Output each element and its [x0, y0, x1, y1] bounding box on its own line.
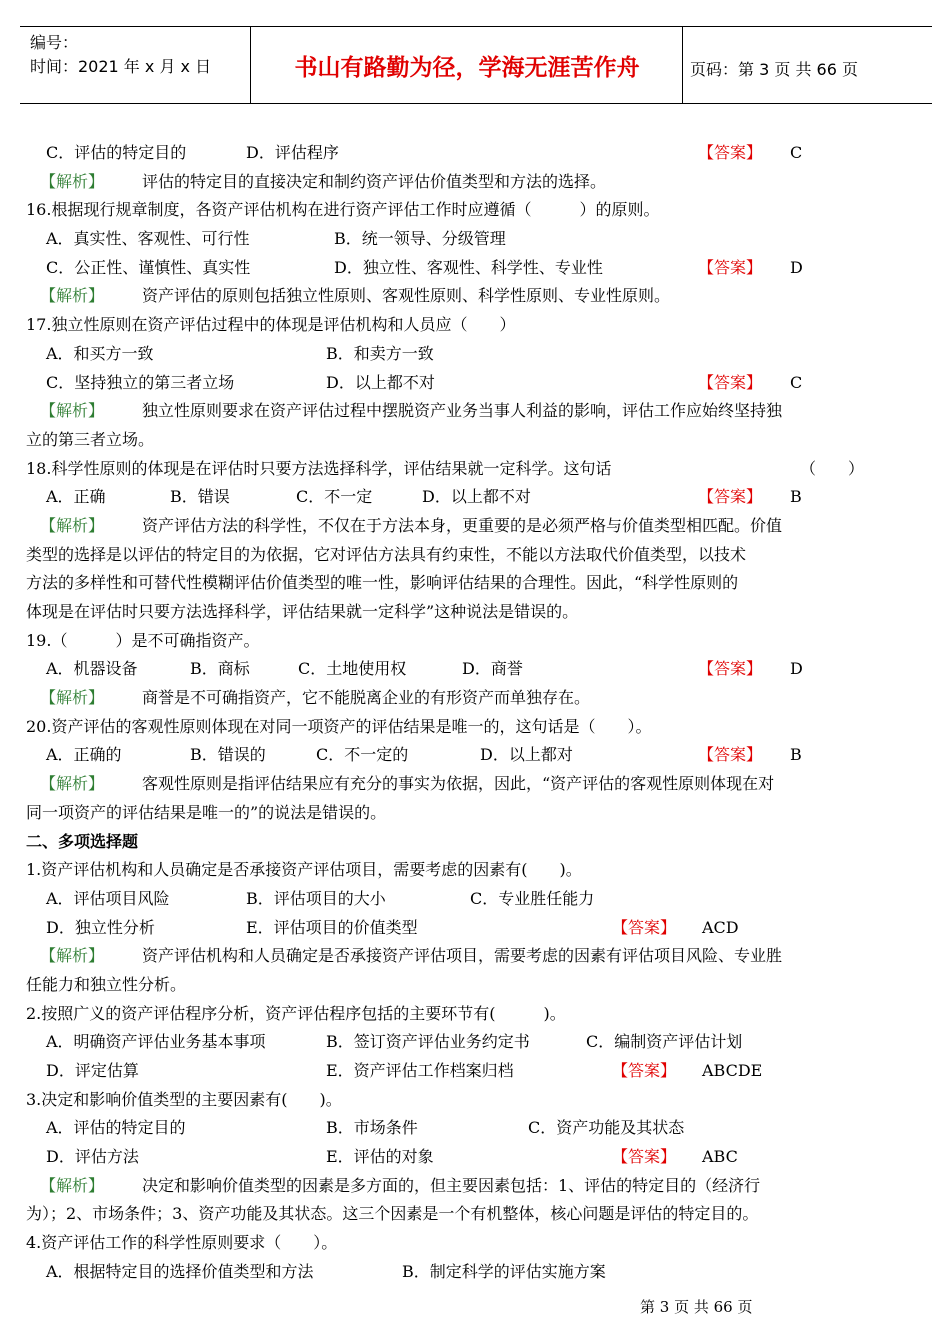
section-heading: 二、多项选择题: [26, 831, 139, 851]
option: C．不一定的: [316, 745, 409, 765]
option: B．错误的: [190, 745, 266, 765]
answer-value: C: [790, 143, 803, 162]
option: D．以上都不对: [422, 487, 531, 507]
analysis-line: [26, 799, 926, 828]
option: A．评估的特定目的: [46, 1118, 186, 1138]
analysis-text: 资产评估的原则包括独立性原则、客观性原则、科学性原则、专业性原则。: [142, 286, 671, 306]
header-divider: [682, 27, 683, 103]
question-line: [26, 1229, 926, 1258]
header-divider: [250, 27, 251, 103]
option: B．市场条件: [326, 1118, 418, 1138]
option: A．评估项目风险: [46, 888, 170, 908]
answer-label: 【答案】: [612, 1147, 677, 1167]
option: E．评估的对象: [326, 1147, 434, 1167]
option-line: [26, 885, 926, 914]
option: D．评估程序: [246, 143, 339, 162]
option: D．商誉: [462, 659, 523, 679]
analysis-text: 资产评估方法的科学性，不仅在于方法本身，更重要的是必须严格与价值类型相匹配。价值: [142, 515, 783, 535]
option: C．资产功能及其状态: [528, 1118, 685, 1138]
analysis-label: 【解析】: [40, 401, 105, 421]
option: B．商标: [190, 659, 250, 679]
answer-value: ABCDE: [702, 1061, 763, 1080]
answer-value: D: [790, 659, 803, 679]
option: D．独立性、客观性、科学性、专业性: [334, 257, 603, 277]
question-text: 18.科学性原则的体现是在评估时只要方法选择科学，评估结果就一定科学。这句话: [26, 458, 612, 478]
header-time: 时间：2021 年 x 月 x 日: [30, 57, 212, 76]
option: A．正确的: [46, 745, 122, 765]
question-text: 20.资产评估的客观性原则体现在对同一项资产的评估结果是唯一的，这句话是（ ）。: [26, 716, 652, 736]
header-meta: [30, 31, 211, 79]
answer-label: 【答案】: [698, 143, 763, 162]
option: B．评估项目的大小: [246, 888, 386, 908]
analysis-text: 评估的特定目的直接决定和制约资产评估价值类型和方法的选择。: [142, 171, 607, 191]
answer-blank: （ ）: [800, 458, 865, 478]
option: D．以上都对: [480, 745, 573, 765]
analysis-line: [26, 598, 926, 627]
header-number: 编号：: [30, 33, 79, 52]
analysis-text: 类型的选择是以评估的特定目的为依据，它对评估方法具有约束性，不能以方法取代价值类型，以技术: [26, 544, 747, 564]
analysis-line: [26, 282, 926, 311]
option-line: [26, 914, 926, 943]
option-line: [26, 741, 926, 770]
option-line: [26, 1143, 926, 1172]
analysis-line: [26, 770, 926, 799]
analysis-line: [26, 569, 926, 598]
option-line: [26, 655, 926, 684]
option: E．资产评估工作档案归档: [326, 1061, 514, 1080]
answer-label: 【答案】: [698, 659, 763, 679]
option-line: [26, 1258, 926, 1287]
question-line: [26, 856, 926, 885]
analysis-text: 独立性原则要求在资产评估过程中摆脱资产业务当事人利益的影响，评估工作应始终坚持独: [142, 401, 783, 421]
analysis-line: [26, 971, 926, 1000]
analysis-text: 资产评估机构和人员确定是否承接资产评估项目，需要考虑的因素有评估项目风险、专业胜: [142, 946, 783, 966]
option: C．编制资产评估计划: [586, 1032, 743, 1052]
option: C．评估的特定目的: [46, 143, 187, 162]
option: A．真实性、客观性、可行性: [46, 229, 250, 249]
question-text: 16.根据现行规章制度，各资产评估机构在进行资产评估工作时应遵循（ ）的原则。: [26, 200, 660, 220]
answer-label: 【答案】: [612, 917, 677, 937]
option: B．和卖方一致: [326, 343, 434, 363]
option: C．公正性、谨慎性、真实性: [46, 257, 251, 277]
option: B．统一领导、分级管理: [334, 229, 506, 249]
analysis-text: 客观性原则是指评估结果应有充分的事实为依据，因此，“资产评估的客观性原则体现在对: [142, 774, 775, 794]
option: C．专业胜任能力: [470, 888, 595, 908]
question-text: 1.资产评估机构和人员确定是否承接资产评估项目，需要考虑的因素有( )。: [26, 860, 582, 880]
option: D．以上都不对: [326, 372, 435, 392]
analysis-line: [26, 942, 926, 971]
answer-label: 【答案】: [612, 1061, 677, 1080]
answer-label: 【答案】: [698, 745, 763, 765]
option: D．评定估算: [46, 1061, 139, 1080]
option: B．错误: [170, 487, 230, 507]
analysis-label: 【解析】: [40, 1175, 105, 1195]
answer-label: 【答案】: [698, 257, 763, 277]
analysis-text: 为）；2、市场条件；3、资产功能及其状态。这三个因素是一个有机整体，核心问题是评估的特定目的。: [26, 1204, 759, 1224]
analysis-text: 商誉是不可确指资产，它不能脱离企业的有形资产而单独存在。: [142, 688, 591, 708]
option-line: [26, 483, 926, 512]
page-header: [20, 26, 932, 104]
analysis-line: [26, 684, 926, 713]
option: C．坚持独立的第三者立场: [46, 372, 235, 392]
question-line: [26, 713, 926, 742]
analysis-label: 【解析】: [40, 286, 105, 306]
option-line: [26, 340, 926, 369]
answer-value: D: [790, 257, 803, 277]
option: A．正确: [46, 487, 106, 507]
question-line: [26, 455, 926, 484]
question-text: 3.决定和影响价值类型的主要因素有( )。: [26, 1089, 342, 1109]
option: E．评估项目的价值类型: [246, 917, 418, 937]
question-text: 19.（ ）是不可确指资产。: [26, 630, 260, 650]
option-line: [26, 1114, 926, 1143]
analysis-text: 同一项资产的评估结果是唯一的”的说法是错误的。: [26, 802, 387, 822]
analysis-line: [26, 397, 926, 426]
question-text: 4.资产评估工作的科学性原则要求（ ）。: [26, 1233, 338, 1253]
option-line: [26, 369, 926, 398]
option-line: [26, 139, 926, 168]
option: C．不一定: [296, 487, 373, 507]
analysis-label: 【解析】: [40, 774, 105, 794]
section-heading-line: [26, 828, 926, 857]
analysis-text: 体现是在评估时只要方法选择科学，评估结果就一定科学”这种说法是错误的。: [26, 602, 579, 621]
option-line: [26, 254, 926, 283]
option: A．明确资产评估业务基本事项: [46, 1032, 266, 1052]
option: A．根据特定目的选择价值类型和方法: [46, 1261, 314, 1281]
question-text: 2.按照广义的资产评估程序分析，资产评估程序包括的主要环节有( )。: [26, 1003, 566, 1023]
question-line: [26, 196, 926, 225]
analysis-text: 任能力和独立性分析。: [26, 974, 187, 994]
answer-value: B: [790, 745, 802, 765]
analysis-text: 方法的多样性和可替代性模糊评估价值类型的唯一性，影响评估结果的合理性。因此，“科学性原则的: [26, 573, 739, 593]
option: D．独立性分析: [46, 917, 155, 937]
answer-label: 【答案】: [698, 487, 763, 507]
question-line: [26, 311, 926, 340]
option-line: [26, 225, 926, 254]
header-page-info: 页码：第 3 页 共 66 页: [690, 60, 858, 79]
option: A．和买方一致: [46, 343, 154, 363]
answer-value: ACD: [702, 917, 739, 937]
answer-value: C: [790, 372, 803, 392]
analysis-label: 【解析】: [40, 946, 105, 966]
answer-value: ABC: [702, 1147, 738, 1167]
answer-value: B: [790, 487, 802, 507]
option: B．制定科学的评估实施方案: [402, 1261, 606, 1281]
analysis-line: [26, 1172, 926, 1201]
header-motto: 书山有路勤为径，学海无涯苦作舟: [294, 55, 640, 81]
option: B．签订资产评估业务约定书: [326, 1032, 530, 1052]
analysis-label: 【解析】: [40, 688, 105, 708]
analysis-line: [26, 512, 926, 541]
option: D．评估方法: [46, 1147, 139, 1167]
analysis-line: [26, 426, 926, 455]
analysis-text: 立的第三者立场。: [26, 429, 155, 449]
question-line: [26, 1000, 926, 1029]
document-body: [26, 139, 926, 1287]
question-line: [26, 627, 926, 656]
option-line: [26, 1057, 926, 1086]
analysis-label: 【解析】: [40, 171, 105, 191]
answer-label: 【答案】: [698, 372, 763, 392]
option: A．机器设备: [46, 659, 138, 679]
option: C．土地使用权: [298, 659, 407, 679]
analysis-line: [26, 1200, 926, 1229]
option-line: [26, 1028, 926, 1057]
analysis-line: [26, 168, 926, 197]
analysis-label: 【解析】: [40, 515, 105, 535]
question-text: 17.独立性原则在资产评估过程中的体现是评估机构和人员应（ ）: [26, 315, 516, 335]
analysis-text: 决定和影响价值类型的因素是多方面的，但主要因素包括：1、评估的特定目的（经济行: [142, 1175, 761, 1195]
page-footer: 第 3 页 共 66 页: [640, 1298, 753, 1316]
question-line: [26, 1086, 926, 1115]
analysis-line: [26, 541, 926, 570]
